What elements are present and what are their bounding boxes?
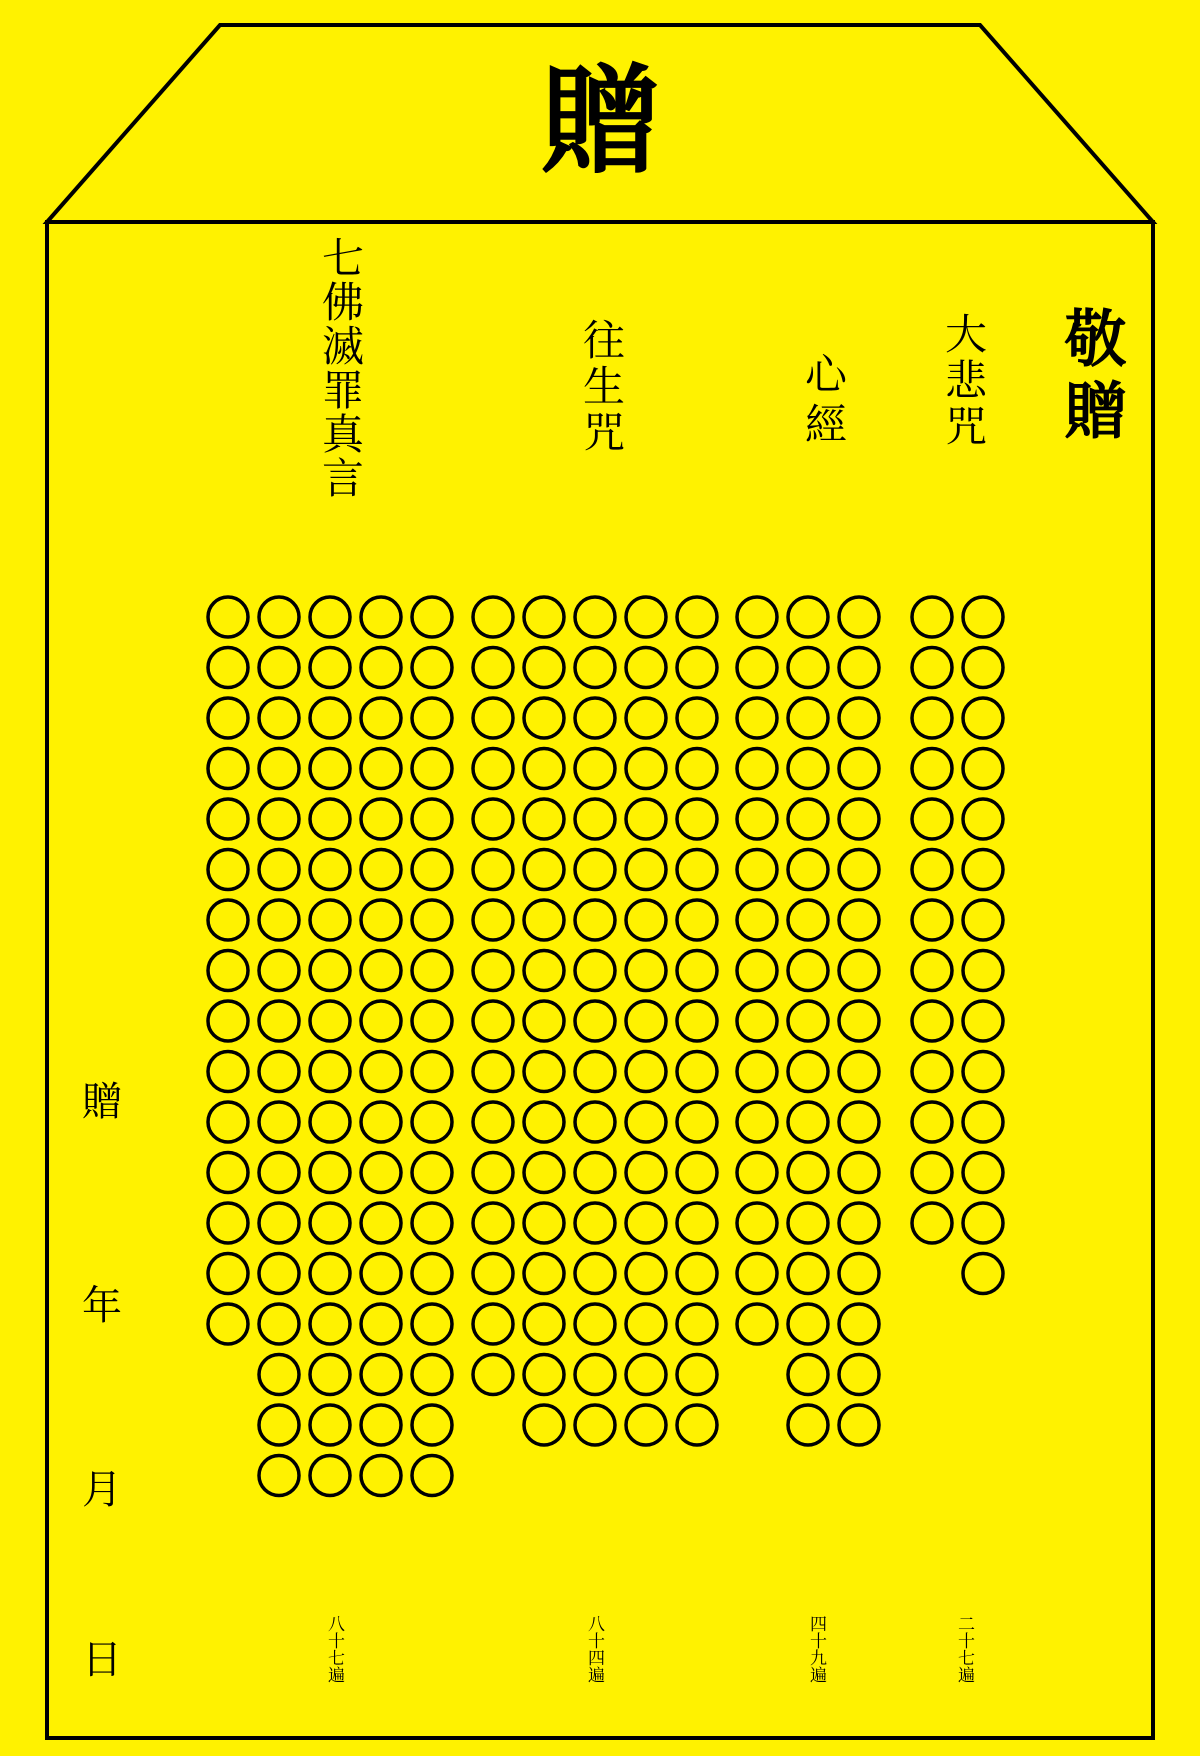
recitation-circle-wangsheng[interactable] — [575, 1052, 615, 1092]
recitation-circle-dabei[interactable] — [963, 850, 1003, 890]
recitation-circle-dabei[interactable] — [963, 951, 1003, 991]
recitation-circle-dabei[interactable] — [963, 1001, 1003, 1041]
recitation-circle-wangsheng[interactable] — [626, 749, 666, 789]
recitation-circle-qifo[interactable] — [310, 749, 350, 789]
recitation-circle-wangsheng[interactable] — [677, 799, 717, 839]
recitation-circle-xinjing[interactable] — [788, 1405, 828, 1445]
recitation-circle-dabei[interactable] — [912, 1001, 952, 1041]
recitation-circle-wangsheng[interactable] — [626, 1304, 666, 1344]
date-field-day: 日 — [82, 1637, 122, 1683]
recitation-circle-wangsheng[interactable] — [677, 648, 717, 688]
recitation-circle-qifo[interactable] — [259, 951, 299, 991]
recitation-circle-xinjing[interactable] — [788, 951, 828, 991]
date-field-gift: 贈 — [82, 1079, 122, 1125]
recitation-circle-wangsheng[interactable] — [473, 1001, 513, 1041]
recitation-circle-dabei[interactable] — [963, 1102, 1003, 1142]
recitation-circle-qifo[interactable] — [259, 1153, 299, 1193]
recitation-circle-wangsheng[interactable] — [575, 799, 615, 839]
recitation-circle-wangsheng[interactable] — [575, 900, 615, 940]
recitation-circle-qifo[interactable] — [259, 1355, 299, 1395]
recitation-circle-xinjing[interactable] — [839, 698, 879, 738]
recitation-circle-qifo[interactable] — [361, 951, 401, 991]
recitation-circle-xinjing[interactable] — [788, 1153, 828, 1193]
sutra-count-dabei: 二十七遍 — [954, 1615, 974, 1683]
sutra-label-wangsheng: 往生咒 — [577, 318, 626, 456]
recitation-circle-qifo[interactable] — [412, 1001, 452, 1041]
recitation-circle-xinjing[interactable] — [839, 799, 879, 839]
recitation-circle-qifo[interactable] — [259, 1254, 299, 1294]
recitation-circle-dabei[interactable] — [912, 850, 952, 890]
recitation-circle-qifo[interactable] — [412, 597, 452, 637]
recitation-circle-wangsheng[interactable] — [677, 698, 717, 738]
recitation-circle-qifo[interactable] — [361, 1153, 401, 1193]
recitation-circle-qifo[interactable] — [310, 1355, 350, 1395]
recitation-circle-xinjing[interactable] — [788, 900, 828, 940]
recitation-circle-wangsheng[interactable] — [677, 597, 717, 637]
recitation-circle-wangsheng[interactable] — [473, 1052, 513, 1092]
recitation-circle-wangsheng[interactable] — [524, 1254, 564, 1294]
recitation-circle-qifo[interactable] — [361, 1456, 401, 1496]
recitation-circle-xinjing[interactable] — [788, 749, 828, 789]
recitation-circle-qifo[interactable] — [259, 1001, 299, 1041]
recitation-circle-qifo[interactable] — [412, 1254, 452, 1294]
recitation-circle-xinjing[interactable] — [788, 648, 828, 688]
recitation-circle-wangsheng[interactable] — [473, 648, 513, 688]
recitation-circle-wangsheng[interactable] — [677, 1203, 717, 1243]
recitation-circle-wangsheng[interactable] — [575, 1355, 615, 1395]
recitation-circle-qifo[interactable] — [208, 799, 248, 839]
recitation-circle-qifo[interactable] — [361, 698, 401, 738]
recitation-circle-wangsheng[interactable] — [473, 749, 513, 789]
recitation-circle-xinjing[interactable] — [737, 1254, 777, 1294]
recitation-circle-xinjing[interactable] — [737, 1102, 777, 1142]
recitation-circle-xinjing[interactable] — [737, 951, 777, 991]
recitation-circle-qifo[interactable] — [310, 799, 350, 839]
recitation-circle-xinjing[interactable] — [788, 1355, 828, 1395]
recitation-circle-wangsheng[interactable] — [524, 597, 564, 637]
recitation-circle-qifo[interactable] — [208, 597, 248, 637]
recitation-circle-qifo[interactable] — [259, 1102, 299, 1142]
recitation-circle-qifo[interactable] — [259, 900, 299, 940]
recitation-circle-wangsheng[interactable] — [626, 951, 666, 991]
recitation-circle-qifo[interactable] — [361, 648, 401, 688]
date-field-year: 年 — [82, 1283, 122, 1329]
recitation-circle-dabei[interactable] — [912, 1153, 952, 1193]
recitation-circle-xinjing[interactable] — [839, 1052, 879, 1092]
recitation-circle-qifo[interactable] — [208, 1153, 248, 1193]
recitation-circle-qifo[interactable] — [412, 1052, 452, 1092]
recitation-circle-xinjing[interactable] — [839, 648, 879, 688]
recitation-circle-wangsheng[interactable] — [626, 1001, 666, 1041]
recitation-circle-qifo[interactable] — [259, 749, 299, 789]
recitation-circle-qifo[interactable] — [412, 1304, 452, 1344]
recitation-circle-qifo[interactable] — [310, 900, 350, 940]
recitation-circle-xinjing[interactable] — [839, 749, 879, 789]
recitation-circle-qifo[interactable] — [208, 1102, 248, 1142]
recitation-circle-qifo[interactable] — [412, 698, 452, 738]
recitation-circle-xinjing[interactable] — [839, 597, 879, 637]
recitation-circle-qifo[interactable] — [259, 597, 299, 637]
recitation-circle-wangsheng[interactable] — [677, 1254, 717, 1294]
recitation-circle-qifo[interactable] — [259, 1304, 299, 1344]
recitation-circle-wangsheng[interactable] — [524, 1203, 564, 1243]
recitation-circle-wangsheng[interactable] — [677, 850, 717, 890]
recitation-circle-wangsheng[interactable] — [524, 799, 564, 839]
respect-label: 敬贈 — [1054, 306, 1127, 450]
recitation-circle-wangsheng[interactable] — [473, 900, 513, 940]
recitation-circle-wangsheng[interactable] — [626, 1203, 666, 1243]
recitation-circle-qifo[interactable] — [259, 799, 299, 839]
recitation-circle-dabei[interactable] — [963, 648, 1003, 688]
recitation-circle-qifo[interactable] — [412, 1456, 452, 1496]
recitation-circle-wangsheng[interactable] — [677, 1405, 717, 1445]
recitation-circle-xinjing[interactable] — [737, 1304, 777, 1344]
recitation-circle-xinjing[interactable] — [737, 850, 777, 890]
recitation-circle-qifo[interactable] — [310, 1153, 350, 1193]
recitation-circle-wangsheng[interactable] — [626, 850, 666, 890]
recitation-circle-qifo[interactable] — [208, 951, 248, 991]
recitation-circle-qifo[interactable] — [412, 951, 452, 991]
recitation-circle-wangsheng[interactable] — [626, 1052, 666, 1092]
recitation-circle-xinjing[interactable] — [788, 1254, 828, 1294]
sutra-count-qifo: 八十七遍 — [324, 1615, 344, 1683]
recitation-circle-wangsheng[interactable] — [677, 1304, 717, 1344]
recitation-circle-wangsheng[interactable] — [473, 1304, 513, 1344]
recitation-circle-xinjing[interactable] — [788, 799, 828, 839]
recitation-circle-qifo[interactable] — [310, 1203, 350, 1243]
recitation-circle-wangsheng[interactable] — [524, 951, 564, 991]
recitation-circle-dabei[interactable] — [912, 799, 952, 839]
recitation-circle-wangsheng[interactable] — [626, 1102, 666, 1142]
sutra-label-qifo: 七佛滅罪真言 — [316, 236, 365, 500]
recitation-circle-qifo[interactable] — [361, 1355, 401, 1395]
recitation-circle-wangsheng[interactable] — [677, 951, 717, 991]
recitation-circle-dabei[interactable] — [912, 648, 952, 688]
recitation-circle-wangsheng[interactable] — [473, 597, 513, 637]
recitation-circle-qifo[interactable] — [412, 749, 452, 789]
recitation-circle-wangsheng[interactable] — [575, 1254, 615, 1294]
recitation-circle-wangsheng[interactable] — [575, 648, 615, 688]
recitation-circle-qifo[interactable] — [310, 1456, 350, 1496]
recitation-circle-qifo[interactable] — [412, 850, 452, 890]
recitation-circle-qifo[interactable] — [361, 749, 401, 789]
recitation-circle-dabei[interactable] — [963, 799, 1003, 839]
date-field-month: 月 — [82, 1467, 122, 1513]
recitation-circle-qifo[interactable] — [412, 1102, 452, 1142]
recitation-circle-qifo[interactable] — [259, 698, 299, 738]
recitation-circle-qifo[interactable] — [259, 1405, 299, 1445]
recitation-circle-xinjing[interactable] — [788, 1052, 828, 1092]
recitation-circle-qifo[interactable] — [361, 1102, 401, 1142]
recitation-circle-wangsheng[interactable] — [677, 1001, 717, 1041]
recitation-circle-wangsheng[interactable] — [524, 1355, 564, 1395]
recitation-circle-wangsheng[interactable] — [524, 900, 564, 940]
recitation-circle-xinjing[interactable] — [839, 900, 879, 940]
recitation-circle-qifo[interactable] — [310, 698, 350, 738]
recitation-circle-qifo[interactable] — [310, 1052, 350, 1092]
recitation-circle-qifo[interactable] — [259, 850, 299, 890]
recitation-circle-qifo[interactable] — [361, 1405, 401, 1445]
recitation-circle-xinjing[interactable] — [788, 1203, 828, 1243]
recitation-circle-qifo[interactable] — [310, 648, 350, 688]
recitation-circle-dabei[interactable] — [912, 951, 952, 991]
recitation-circle-wangsheng[interactable] — [524, 1052, 564, 1092]
recitation-circle-xinjing[interactable] — [839, 1405, 879, 1445]
recitation-circle-wangsheng[interactable] — [575, 1203, 615, 1243]
recitation-circle-qifo[interactable] — [361, 900, 401, 940]
recitation-circle-xinjing[interactable] — [737, 1052, 777, 1092]
recitation-circle-xinjing[interactable] — [788, 850, 828, 890]
recitation-circle-wangsheng[interactable] — [524, 749, 564, 789]
recitation-circle-dabei[interactable] — [912, 749, 952, 789]
recitation-circle-wangsheng[interactable] — [473, 850, 513, 890]
recitation-circle-wangsheng[interactable] — [473, 1153, 513, 1193]
recitation-circle-wangsheng[interactable] — [524, 1001, 564, 1041]
envelope-title: 贈 — [540, 51, 659, 190]
recitation-circle-xinjing[interactable] — [737, 597, 777, 637]
recitation-circle-wangsheng[interactable] — [677, 1355, 717, 1395]
recitation-circle-qifo[interactable] — [310, 597, 350, 637]
recitation-circle-dabei[interactable] — [912, 1052, 952, 1092]
recitation-circle-xinjing[interactable] — [737, 900, 777, 940]
recitation-circle-wangsheng[interactable] — [677, 1153, 717, 1193]
recitation-circle-dabei[interactable] — [963, 1203, 1003, 1243]
recitation-circle-dabei[interactable] — [963, 1153, 1003, 1193]
recitation-circle-qifo[interactable] — [310, 1102, 350, 1142]
recitation-circle-qifo[interactable] — [310, 1304, 350, 1344]
recitation-circle-qifo[interactable] — [361, 799, 401, 839]
recitation-circle-wangsheng[interactable] — [626, 1355, 666, 1395]
recitation-circle-xinjing[interactable] — [839, 1304, 879, 1344]
recitation-circle-qifo[interactable] — [208, 1304, 248, 1344]
recitation-circle-qifo[interactable] — [208, 749, 248, 789]
recitation-circle-wangsheng[interactable] — [575, 698, 615, 738]
recitation-circle-dabei[interactable] — [912, 1102, 952, 1142]
recitation-circle-xinjing[interactable] — [737, 1153, 777, 1193]
recitation-circle-wangsheng[interactable] — [626, 648, 666, 688]
recitation-circle-xinjing[interactable] — [839, 951, 879, 991]
recitation-circle-qifo[interactable] — [361, 597, 401, 637]
recitation-circle-qifo[interactable] — [208, 698, 248, 738]
recitation-circle-wangsheng[interactable] — [524, 1304, 564, 1344]
recitation-circle-qifo[interactable] — [412, 1355, 452, 1395]
sutra-label-dabei: 大悲咒 — [939, 312, 988, 450]
recitation-circle-qifo[interactable] — [361, 1001, 401, 1041]
recitation-circle-xinjing[interactable] — [737, 698, 777, 738]
recitation-circle-dabei[interactable] — [963, 698, 1003, 738]
recitation-circle-wangsheng[interactable] — [626, 1153, 666, 1193]
recitation-circle-xinjing[interactable] — [737, 648, 777, 688]
sutra-label-xinjing: 心經 — [799, 352, 848, 452]
recitation-circle-dabei[interactable] — [963, 1052, 1003, 1092]
recitation-circle-wangsheng[interactable] — [524, 850, 564, 890]
recitation-circle-qifo[interactable] — [208, 850, 248, 890]
recitation-circle-wangsheng[interactable] — [473, 951, 513, 991]
recitation-circle-dabei[interactable] — [912, 597, 952, 637]
recitation-circle-xinjing[interactable] — [839, 1001, 879, 1041]
recitation-circle-wangsheng[interactable] — [524, 1153, 564, 1193]
recitation-circle-wangsheng[interactable] — [626, 698, 666, 738]
recitation-circle-xinjing[interactable] — [788, 1304, 828, 1344]
recitation-circle-qifo[interactable] — [310, 951, 350, 991]
recitation-circle-wangsheng[interactable] — [473, 698, 513, 738]
recitation-circle-xinjing[interactable] — [788, 597, 828, 637]
recitation-circle-dabei[interactable] — [963, 749, 1003, 789]
recitation-circle-qifo[interactable] — [208, 1052, 248, 1092]
sutra-count-xinjing: 四十九遍 — [806, 1615, 826, 1683]
recitation-circle-qifo[interactable] — [412, 1153, 452, 1193]
recitation-circle-qifo[interactable] — [259, 1203, 299, 1243]
recitation-circle-dabei[interactable] — [912, 1203, 952, 1243]
recitation-circle-dabei[interactable] — [963, 900, 1003, 940]
recitation-circle-wangsheng[interactable] — [677, 1102, 717, 1142]
sutra-count-wangsheng: 八十四遍 — [584, 1615, 604, 1683]
recitation-circle-qifo[interactable] — [310, 850, 350, 890]
recitation-circle-wangsheng[interactable] — [626, 1254, 666, 1294]
recitation-circle-wangsheng[interactable] — [677, 1052, 717, 1092]
recitation-circle-xinjing[interactable] — [788, 1102, 828, 1142]
recitation-circle-qifo[interactable] — [259, 648, 299, 688]
recitation-circle-wangsheng[interactable] — [473, 1355, 513, 1395]
recitation-circle-qifo[interactable] — [310, 1001, 350, 1041]
recitation-circle-qifo[interactable] — [208, 648, 248, 688]
recitation-circle-wangsheng[interactable] — [575, 951, 615, 991]
recitation-circle-qifo[interactable] — [361, 1052, 401, 1092]
recitation-circle-wangsheng[interactable] — [575, 749, 615, 789]
recitation-circle-qifo[interactable] — [412, 900, 452, 940]
recitation-circle-qifo[interactable] — [412, 1405, 452, 1445]
recitation-circle-wangsheng[interactable] — [473, 1102, 513, 1142]
recitation-circle-qifo[interactable] — [208, 1254, 248, 1294]
recitation-circle-wangsheng[interactable] — [575, 1001, 615, 1041]
recitation-circle-wangsheng[interactable] — [473, 799, 513, 839]
recitation-circle-xinjing[interactable] — [737, 799, 777, 839]
recitation-circle-dabei[interactable] — [963, 1254, 1003, 1294]
recitation-circle-xinjing[interactable] — [737, 1203, 777, 1243]
recitation-circle-qifo[interactable] — [412, 648, 452, 688]
recitation-circle-xinjing[interactable] — [839, 1254, 879, 1294]
recitation-circle-wangsheng[interactable] — [626, 799, 666, 839]
recitation-circle-dabei[interactable] — [963, 597, 1003, 637]
recitation-circle-wangsheng[interactable] — [575, 850, 615, 890]
recitation-circle-qifo[interactable] — [361, 850, 401, 890]
recitation-circle-wangsheng[interactable] — [575, 1102, 615, 1142]
recitation-circle-dabei[interactable] — [912, 698, 952, 738]
recitation-circle-wangsheng[interactable] — [524, 648, 564, 688]
recitation-circle-qifo[interactable] — [310, 1254, 350, 1294]
recitation-circle-qifo[interactable] — [412, 799, 452, 839]
recitation-circle-wangsheng[interactable] — [524, 1102, 564, 1142]
recitation-circle-wangsheng[interactable] — [626, 900, 666, 940]
recitation-circle-xinjing[interactable] — [839, 1102, 879, 1142]
recitation-circle-xinjing[interactable] — [788, 698, 828, 738]
recitation-circle-wangsheng[interactable] — [524, 698, 564, 738]
recitation-circle-xinjing[interactable] — [737, 749, 777, 789]
recitation-circle-qifo[interactable] — [208, 900, 248, 940]
recitation-circle-qifo[interactable] — [361, 1203, 401, 1243]
recitation-circle-wangsheng[interactable] — [626, 1405, 666, 1445]
recitation-circle-qifo[interactable] — [412, 1203, 452, 1243]
recitation-circle-xinjing[interactable] — [839, 1153, 879, 1193]
recitation-circle-wangsheng[interactable] — [575, 597, 615, 637]
recitation-circle-wangsheng[interactable] — [575, 1304, 615, 1344]
recitation-circle-qifo[interactable] — [208, 1203, 248, 1243]
recitation-circle-wangsheng[interactable] — [473, 1203, 513, 1243]
recitation-circle-wangsheng[interactable] — [473, 1254, 513, 1294]
recitation-circle-qifo[interactable] — [259, 1456, 299, 1496]
recitation-circle-xinjing[interactable] — [737, 1001, 777, 1041]
recitation-circle-wangsheng[interactable] — [626, 597, 666, 637]
recitation-circle-qifo[interactable] — [361, 1254, 401, 1294]
recitation-circle-xinjing[interactable] — [788, 1001, 828, 1041]
recitation-circle-wangsheng[interactable] — [524, 1405, 564, 1445]
recitation-circle-xinjing[interactable] — [839, 1203, 879, 1243]
recitation-circle-qifo[interactable] — [208, 1001, 248, 1041]
recitation-circle-wangsheng[interactable] — [677, 749, 717, 789]
recitation-circle-qifo[interactable] — [259, 1052, 299, 1092]
recitation-circle-wangsheng[interactable] — [575, 1153, 615, 1193]
recitation-circle-wangsheng[interactable] — [677, 900, 717, 940]
recitation-circle-qifo[interactable] — [361, 1304, 401, 1344]
recitation-circle-wangsheng[interactable] — [575, 1405, 615, 1445]
recitation-circle-qifo[interactable] — [310, 1405, 350, 1445]
recitation-circle-xinjing[interactable] — [839, 850, 879, 890]
recitation-circle-xinjing[interactable] — [839, 1355, 879, 1395]
recitation-circle-dabei[interactable] — [912, 900, 952, 940]
